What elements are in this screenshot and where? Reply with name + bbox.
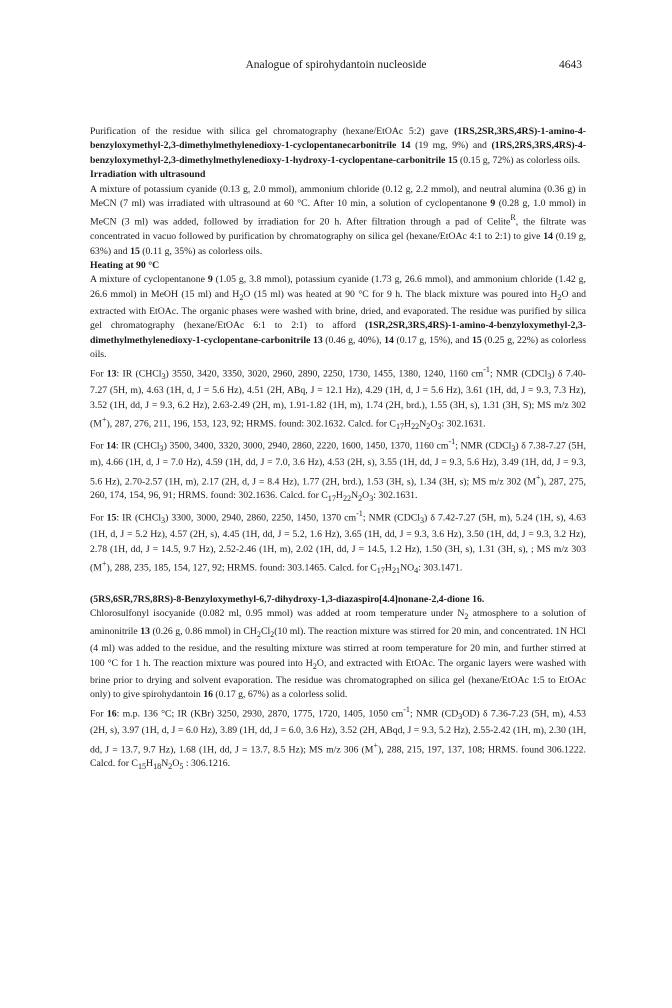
text-run: (0.11 g, 35%) as colorless oils. (139, 245, 263, 257)
subscript: 2 (256, 629, 261, 639)
text-run: : 302.1631. (373, 490, 418, 502)
superscript: + (101, 559, 107, 569)
paragraph-purification (90, 125, 586, 168)
heading-compound-16: (5RS,6SR,7RS,8RS)-8-Benzyloxymethyl-6,7-dihydroxy-1,3-diazaspiro[4.4]nonane-2,4-dione 16. (90, 594, 485, 606)
text-run: (0.25 g, 22%) as colorless oils. (90, 334, 586, 361)
text-run: H (404, 418, 412, 430)
subscript: 17 (395, 422, 405, 432)
text-run: (0.19 g, 63%) and (90, 231, 587, 257)
text-run: : 306.1216. (183, 758, 231, 770)
text-run: H (335, 490, 343, 502)
compound-ref: 15 (471, 334, 482, 346)
superscript: -1 (448, 436, 456, 446)
compound-ref: 13 (106, 367, 117, 379)
compound-ref: 16 (106, 707, 117, 719)
subscript: 2 (358, 494, 363, 504)
subscript: 21 (391, 566, 401, 576)
paragraph-data-15 (90, 507, 586, 579)
text-run: For (90, 439, 107, 451)
text-run: ) 3500, 3400, 3320, 3000, 2940, 2860, 2220, 1600, 1450, 1370, 1160 cm (163, 439, 449, 451)
compound-name-14: (1RS,2SR,3RS,4RS)-1-amino-4-benzyloxymethyl-2,3-dimethylmethylenedioxy-1-cyclopentanecarbonitrile 14 (90, 126, 586, 152)
text-run: Cl (260, 625, 271, 637)
text-run: N (419, 418, 427, 430)
superscript: + (101, 415, 107, 425)
subscript: 3 (458, 711, 463, 721)
text-run: ; NMR (CDCl (362, 511, 420, 523)
paragraph-data-16 (90, 703, 586, 775)
text-run: : m.p. 136 °C; IR (KBr) 3250, 2930, 2870, 1775, 1720, 1405, 1050 cm (116, 707, 404, 719)
text-run: O (15 ml) was heated at 90 °C for 9 h. The black mixture was poured into H (243, 288, 558, 300)
section-gap (90, 579, 586, 593)
subscript: 22 (411, 422, 420, 432)
compound-name-15: (1RS,2RS,3RS,4RS)-4-benzyloxymethyl-2,3-dimethylmethylenedioxy-1-hydroxy-1-cyclopentane-carbonitrile 15 (90, 140, 586, 166)
text-run: ) 3550, 3420, 3350, 3020, 2960, 2890, 2250, 1730, 1455, 1380, 1240, 1160 cm (165, 367, 484, 379)
text-run: ) 3300, 3000, 2940, 2860, 2250, 1450, 1370 cm (165, 511, 357, 523)
article-body (90, 125, 586, 775)
subscript: 17 (327, 494, 336, 504)
text-run: ) δ 7.40-7.27 (5H, m), 4.63 (1H, d, J = 5.6 Hz), 4.51 (2H, ABq, J = 12.1 Hz), 4.29 (1H, d, J = 5.6 Hz), 3.61 (1H, dd, J = 9.3, 7.3 Hz), 3.52 (1H, dd, J = 9.3, 6.2 Hz), 2.63-2.49 (2H, m), 1.91-1.82 (1H, m), 1.74 (2H, brd.), 1.55 (3H, s), 1.31 (3H, S); MS m/z 302 (M (90, 367, 587, 430)
text-run: ), 287, 276, 211, 196, 153, 123, 92; HRMS. found: 302.1632. Calcd. for C (106, 418, 396, 430)
paragraph-synthesis-16 (90, 607, 586, 702)
text-run: : 302.1631. (441, 418, 486, 430)
compound-ref: 15 (130, 245, 140, 257)
compound-ref: 16 (203, 689, 213, 701)
subscript: 3 (419, 515, 425, 525)
text-run: (0.17 g, 67%) as a colorless solid. (212, 689, 348, 701)
compound-ref: 14 (106, 439, 116, 451)
text-run: O, and extracted with EtOAc. The organic layers were washed with brine prior to drying and solvent evaporation. The residue was chromatographed on silica gel (hexane/EtOAc 1:5 to EtOAc only) to give spirohydantoin (90, 657, 586, 701)
subscript: 3 (511, 443, 516, 453)
page-number: 4643 (559, 59, 582, 71)
text-run: : IR (CHCl (116, 511, 162, 523)
compound-ref: 9 (207, 274, 213, 286)
text-run: : IR (CHCl (115, 439, 160, 451)
subscript: 4 (414, 566, 419, 576)
superscript: -1 (483, 364, 490, 374)
subscript: 2 (312, 661, 317, 671)
compound-ref: 9 (490, 198, 496, 210)
subscript: 2 (168, 762, 173, 772)
text-run: ; NMR (CD (409, 707, 459, 719)
subscript: 2 (557, 292, 562, 302)
text-run: (0.46 g, 40%), (322, 334, 385, 346)
subscript: 3 (369, 494, 374, 504)
text-run: For (90, 511, 107, 523)
subscript: 17 (376, 566, 385, 576)
subscript: 3 (159, 443, 164, 453)
subscript: 3 (161, 371, 166, 381)
compound-name-13: (1SR,2SR,3RS,4RS)-1-amino-4-benzyloxymethyl-2,3-dimethylmethylenedioxy-1-cyclopentane-carbonitrile 13 (90, 320, 586, 346)
subscript: 18 (153, 762, 162, 772)
text-run: OD) δ 7.36-7.23 (5H, m), 4.53 (2H, s), 3.97 (1H, d, J = 6.0 Hz), 3.89 (1H, dd, J = 6.0, 3.6 Hz), 3.52 (2H, ABqd, J = 9.3, 5.2 Hz), 2.55-2.42 (1H, m), 2.30 (1H, dd, J = 13.7, 9.7 Hz), 1.68 (1H, dd, J = 13.7, 8.5 Hz); MS m/z 306 (M (90, 707, 586, 755)
text-run: ), 287, 275, 260, 174, 154, 96, 91; HRMS. found: 302.1636. Calcd. for C (90, 475, 586, 502)
text-run: H (146, 758, 154, 770)
superscript: -1 (403, 704, 410, 714)
text-run: For (90, 367, 107, 379)
text-run: ) δ 7.38-7.27 (5H, m), 4.66 (1H, d, J = 7.0 Hz), 4.59 (1H, dd, J = 7.0, 3.6 Hz), 4.53 (2H, s), 3.55 (1H, dd, J = 9.3, 5.6 Hz), 3.49 (1H, dd, J = 9.3, 5.6 Hz), 2.70-2.57 (1H, m), 2.17 (2H, d, J = 8.4 Hz), 1.77 (2H, brd.), 1.53 (3H, s), 1.34 (3H, s); MS m/z 302 (M (90, 439, 586, 487)
text-run: A mixture of cyclopentanone (90, 274, 208, 286)
heading-heating: Heating at 90 °C (90, 259, 160, 271)
subscript: 3 (437, 422, 442, 432)
subscript: 5 (179, 762, 184, 772)
text-run: ; NMR (CDCl (489, 367, 548, 379)
superscript: + (535, 472, 541, 482)
text-run: atmosphere to a solution of aminonitrile (90, 608, 586, 637)
text-run: Chlorosulfonyl isocyanide (0.082 ml, 0.95 mmol) was added at room temperature under N (90, 608, 465, 620)
text-run: Purification of the residue with silica gel chromatography (hexane/EtOAc 5:2) gave (90, 126, 455, 137)
heading-ultrasound: Irradiation with ultrasound (90, 169, 206, 181)
text-run: (1.05 g, 3.8 mmol), potassium cyanide (1.73 g, 26.6 mmol), and ammonium chloride (1.42 g, 26.6 mmol) in MeOH (15 ml) and H (90, 274, 586, 300)
text-run: ) δ 7.42-7.27 (5H, m), 5.24 (1H, s), 4.63 (1H, d, J = 5.2 Hz), 4.57 (2H, s), 4.45 (1H, dd, J = 5.2, 1.6 Hz), 3.65 (1H, dd, J = 9.3, 3.6 Hz), 3.50 (1H, dd, J = 9.3, 3.2 Hz), 2.78 (1H, dd, J = 14.5, 9.7 Hz), 2.52-2.46 (1H, m), 2.02 (1H, dd, J = 14.5, 1.2 Hz), 1.50 (3H, s), 1.31 (3H, s), ; MS m/z 303 (M (90, 511, 586, 574)
superscript: -1 (356, 508, 363, 518)
text-run: O (362, 490, 370, 502)
text-run: For (90, 707, 107, 719)
text-run: A mixture of potassium cyanide (0.13 g, 2.0 mmol), ammonium chloride (0.12 g, 2.2 mmol), and neutral alumina (0.36 g) in MeCN (7 ml) was irradiated with ultrasound at 60 °C. After 10 min, a solution of cyclopentanone (90, 183, 586, 210)
superscript: R (510, 213, 516, 223)
compound-ref: 15 (106, 511, 117, 523)
text-run: (0.17 g, 15%), and (393, 334, 472, 346)
text-run: ; NMR (CDCl (455, 439, 512, 451)
text-run: (0.28 g, 1.0 mmol) in MeCN (3 ml) was added, followed by irradiation for 20 h. After filtration through a pad of Celite (90, 198, 586, 228)
subscript: 2 (426, 422, 431, 432)
subscript: 2 (239, 292, 244, 302)
subscript: 3 (161, 515, 166, 525)
text-run: : IR (CHCl (116, 367, 162, 379)
subscript: 2 (270, 629, 275, 639)
compound-ref: 14 (384, 334, 394, 346)
text-run: NO (400, 562, 415, 574)
text-run: ), 288, 215, 197, 137, 108; HRMS. found 306.1222. Calcd. for C (90, 743, 586, 770)
text-run: : 303.1471. (418, 562, 463, 574)
superscript: + (373, 740, 379, 750)
paragraph-heating (90, 273, 586, 362)
subscript: 3 (547, 371, 552, 381)
text-run: (0.15 g, 72%) as colorless oils. (457, 154, 581, 166)
subscript: 22 (342, 494, 352, 504)
text-run: (10 ml). The reaction mixture was stirred for 20 min, and concentrated. 1N HCl (4 ml) was added to the residue, and the resulting mixture was stirred at room temperature for 20 min, and further stirred at 100 °C for 1 h. The reaction mixture was poured into H (90, 625, 586, 669)
text-run: O and extracted with EtOAc. The organic phases were washed with brine, dried, and evaporated. The residue was purified by silica gel chromatography (hexane/EtOAc 6:1 to 2:1) to afford (90, 288, 586, 332)
text-run: (0.26 g, 0.86 mmol) in CH (149, 625, 257, 637)
text-run: ), 288, 235, 185, 154, 127, 92; HRMS. found: 303.1465. Calcd. for C (106, 562, 377, 574)
compound-ref: 14 (543, 231, 553, 243)
text-run: H (384, 562, 392, 574)
text-run: O (430, 418, 438, 430)
subscript: 15 (137, 762, 147, 772)
text-run: N (161, 758, 169, 770)
text-run: O (172, 758, 180, 770)
text-run: N (351, 490, 359, 502)
text-run: , the filtrate was concentrated in vacuo followed by purification by chromatography on silica gel (hexane/EtOAc 4:1 to 2:1) to give (90, 216, 586, 243)
running-title: Analogue of spirohydantoin nucleoside (245, 59, 427, 71)
paragraph-data-14 (90, 435, 586, 507)
subscript: 2 (464, 612, 469, 622)
text-run: (19 mg, 9%) and (410, 140, 492, 152)
compound-ref: 13 (140, 625, 150, 637)
paragraph-ultrasound (90, 183, 586, 259)
paragraph-data-13 (90, 363, 586, 435)
